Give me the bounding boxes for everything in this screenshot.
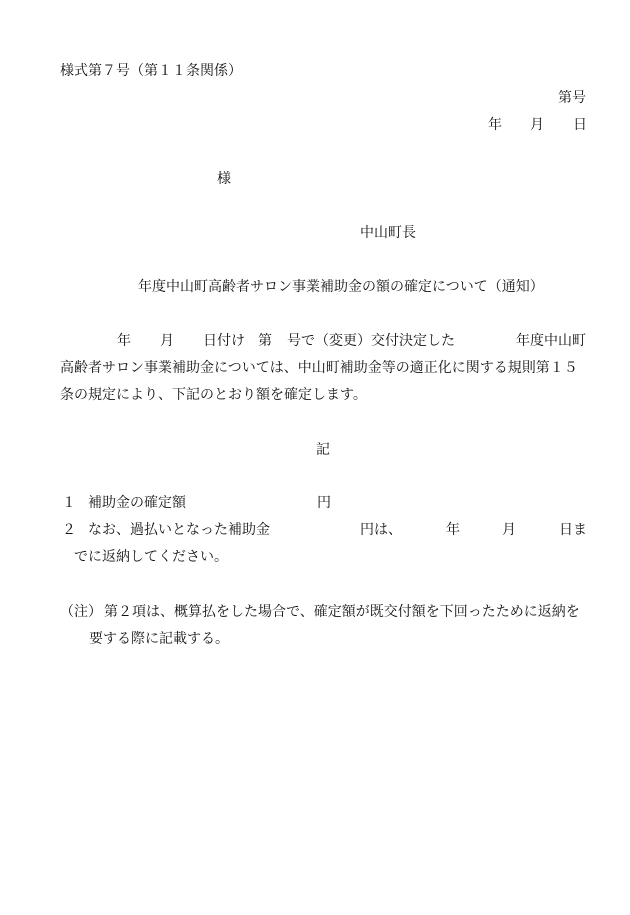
item-2-day: 日ま (559, 522, 587, 538)
notice-title: 年度中山町高齢者サロン事業補助金の額の確定について（通知） (138, 279, 544, 295)
body-line-3: 条の規定により、下記のとおり額を確定します。 (60, 387, 367, 403)
date-month: 月 (530, 117, 544, 133)
note-prefix: （注） (60, 604, 102, 620)
body-fiscal: 年度中山町 (516, 333, 586, 349)
item-2-number: ２ (62, 522, 76, 538)
body-line-2: 高齢者サロン事業補助金については、中山町補助金等の適正化に関する規則第１５ (60, 360, 578, 376)
item-2-label: なお、過払いとなった補助金 (88, 522, 270, 538)
body-month: 月 (160, 333, 174, 349)
item-1-yen: 円 (317, 495, 331, 511)
item-2-year: 年 (446, 522, 460, 538)
ki-heading: 記 (316, 442, 330, 458)
sender: 中山町長 (360, 225, 416, 241)
note-line-1: 第２項は、概算払をした場合で、確定額が既交付額を下回ったために返納を (104, 604, 580, 620)
item-2-yen: 円は、 (360, 522, 402, 538)
addressee-honorific: 様 (217, 171, 231, 187)
item-1-label: 補助金の確定額 (88, 495, 186, 511)
document-number: 第号 (558, 90, 586, 106)
body-number-suffix: 号で（変更）交付決定した (287, 333, 455, 349)
item-2-month: 月 (502, 522, 516, 538)
note-line-2: 要する際に記載する。 (89, 631, 229, 647)
body-number-prefix: 第 (258, 333, 272, 349)
body-year: 年 (117, 333, 131, 349)
date-year: 年 (488, 117, 502, 133)
date-day: 日 (573, 117, 587, 133)
item-2-continuation: でに返納してください。 (74, 549, 228, 565)
form-label: 様式第７号（第１１条関係） (60, 63, 242, 79)
item-1-number: １ (62, 495, 76, 511)
body-day: 日付け (203, 333, 245, 349)
